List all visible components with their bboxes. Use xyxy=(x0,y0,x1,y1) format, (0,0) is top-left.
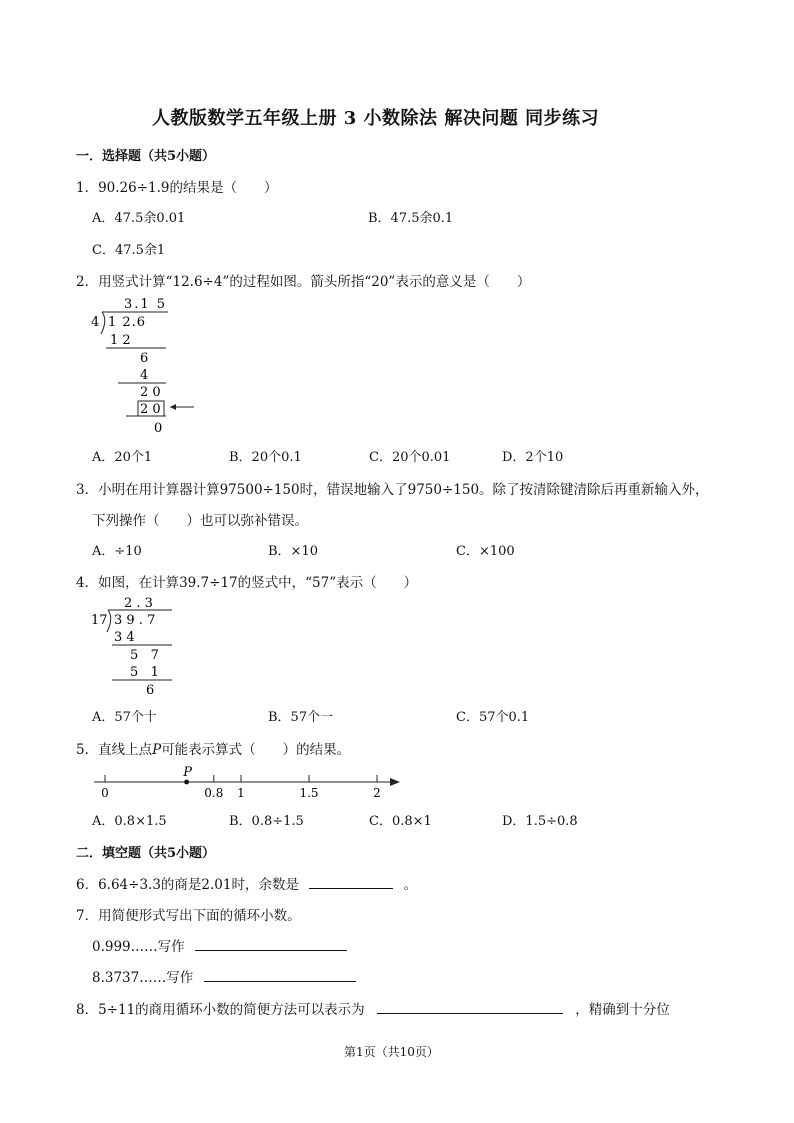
q6-stem: 6．6.64÷3.3的商是2.01时，余数是 xyxy=(76,877,299,893)
q8 xyxy=(76,998,670,1018)
q5-point-p-label: P xyxy=(183,765,192,780)
q3-option-c[interactable]: C．×100 xyxy=(456,544,515,559)
q7-answer-blank-2[interactable] xyxy=(204,967,356,982)
q2-row-1: 1 2 xyxy=(110,333,131,348)
q4-stem: 4．如图，在计算39.7÷17的竖式中，“57”表示（ ） xyxy=(76,575,418,591)
q5-tick-label-3: 1.5 xyxy=(299,786,319,800)
q7-stem: 7．用简便形式写出下面的循环小数。 xyxy=(76,908,301,924)
q4-row-3: 5 1 xyxy=(130,665,159,680)
q5-option-a[interactable]: A．0.8×1.5 xyxy=(92,814,167,829)
q2-row-2: 6 xyxy=(140,351,149,366)
q6-answer-blank[interactable] xyxy=(309,874,393,889)
q4-quotient: 2 . 3 xyxy=(124,596,153,611)
q2-option-d[interactable]: D．2个10 xyxy=(502,450,564,465)
q3-option-a[interactable]: A．÷10 xyxy=(92,544,142,559)
q4-long-division-figure xyxy=(88,592,188,700)
q2-quotient: 3.1 5 xyxy=(124,297,168,312)
q2-row-6: 0 xyxy=(154,421,163,436)
q7-line-1-label: 0.999……写作 xyxy=(92,939,185,955)
q7-line-2-label: 8.3737……写作 xyxy=(92,970,194,986)
q4-row-2: 5 7 xyxy=(130,648,159,663)
q2-row-5: 2 0 xyxy=(140,402,161,417)
q6-end: 。 xyxy=(403,877,418,893)
q4-row-1: 3 4 xyxy=(114,630,135,645)
q3-option-b[interactable]: B．×10 xyxy=(268,544,318,559)
q2-divisor: 4 xyxy=(91,315,100,330)
q2-option-b[interactable]: B．20个0.1 xyxy=(229,450,302,465)
q8-answer-blank[interactable] xyxy=(377,999,563,1014)
q8-stem: 8．5÷11的商用循环小数的简便方法可以表示为 xyxy=(76,1002,365,1018)
q2-stem: 2．用竖式计算“12.6÷4”的过程如图。箭头所指“20”表示的意义是（ ） xyxy=(76,274,531,290)
q5-option-d[interactable]: D．1.5÷0.8 xyxy=(502,814,578,829)
q1-option-b[interactable]: B．47.5余0.1 xyxy=(368,211,454,226)
q7-answer-blank-1[interactable] xyxy=(195,936,347,951)
q8-stem-end: ，精确到十分位 xyxy=(575,1002,670,1018)
section-choice-heading: 一．选择题（共5小题） xyxy=(76,149,216,164)
q4-divisor: 17 xyxy=(91,613,108,628)
section-fill-heading: 二．填空题（共5小题） xyxy=(76,846,216,861)
page-title: 人教版数学五年级上册 3 小数除法 解决问题 同步练习 xyxy=(152,108,600,129)
q5-stem-post: 可能表示算式（ ）的结果。 xyxy=(161,742,351,758)
q2-option-a[interactable]: A．20个1 xyxy=(92,450,153,465)
q5-stem-var: P xyxy=(152,742,162,758)
q7-line-2 xyxy=(92,966,356,986)
q5-option-b[interactable]: B．0.8÷1.5 xyxy=(229,814,304,829)
q5-tick-label-1: 0.8 xyxy=(204,786,224,800)
q4-option-b[interactable]: B．57个一 xyxy=(268,710,334,725)
q2-row-3: 4 xyxy=(140,368,149,383)
q1-option-a[interactable]: A．47.5余0.01 xyxy=(92,211,186,226)
q4-dividend: 3 9 . 7 xyxy=(114,613,156,628)
q6 xyxy=(76,873,417,893)
q5-stem-pre: 5．直线上点 xyxy=(76,742,153,758)
q5-option-c[interactable]: C．0.8×1 xyxy=(369,814,432,829)
q7-line-1 xyxy=(92,935,347,955)
q3-stem-line1: 3．小明在用计算器计算97500÷150时，错误地输入了9750÷150。除了按清除键清除后再重新输入外， xyxy=(76,482,709,498)
q4-option-c[interactable]: C．57个0.1 xyxy=(456,710,530,725)
q5-stem xyxy=(76,738,350,758)
q5-point-p xyxy=(184,780,189,785)
page-footer: 第1页（共10页） xyxy=(344,1045,439,1059)
q5-tick-label-0: 0 xyxy=(101,786,109,800)
q4-option-a[interactable]: A．57个十 xyxy=(92,710,157,725)
q1-option-c[interactable]: C．47.5余1 xyxy=(92,243,166,258)
q2-row-4: 2 0 xyxy=(140,385,161,400)
q1-stem: 1．90.26÷1.9的结果是（ ） xyxy=(76,180,278,196)
q3-stem-line2: 下列操作（ ）也可以弥补错误。 xyxy=(92,513,308,529)
q5-tick-label-4: 2 xyxy=(373,786,381,800)
q5-number-line xyxy=(88,760,408,802)
q2-long-division-figure xyxy=(88,292,208,440)
q5-tick-label-2: 1 xyxy=(237,786,245,800)
q2-dividend: 1 2.6 xyxy=(108,315,147,330)
q2-option-c[interactable]: C．20个0.01 xyxy=(369,450,451,465)
q4-row-4: 6 xyxy=(146,683,155,698)
